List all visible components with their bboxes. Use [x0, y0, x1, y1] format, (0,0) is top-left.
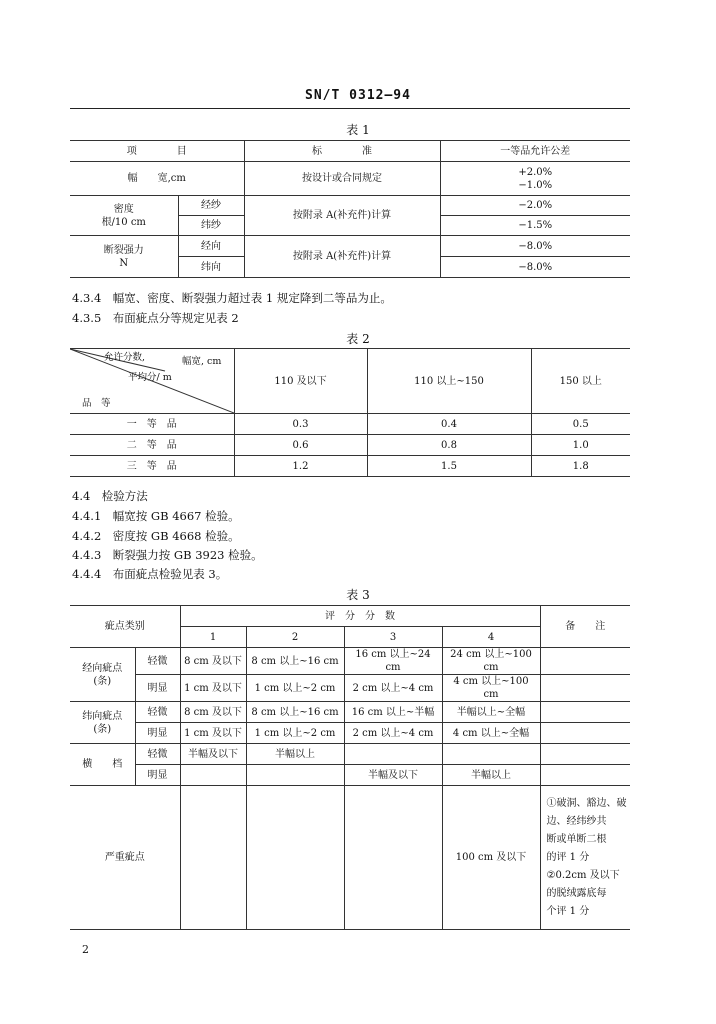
para-4-4-1: 4.4.1 幅宽按 GB 4667 检验。 [72, 509, 240, 523]
table-cell [540, 723, 630, 744]
para-4-3-5: 4.3.5 布面疵点分等规定见表 2 [72, 311, 239, 325]
density-weft: 纬纱 [178, 216, 244, 236]
table-cell: 24 cm 以上~100 cm [442, 648, 540, 675]
table-cell: 8 cm 及以下 [180, 702, 246, 723]
table-cell: 1.2 [234, 456, 367, 477]
table1 [70, 140, 630, 278]
table-cell: 1 cm 及以下 [180, 723, 246, 744]
table-cell [246, 765, 344, 786]
table-cell [180, 765, 246, 786]
warp-defect-label: 经向疵点 (条) [70, 648, 135, 702]
weft-defect-label: 纬向疵点 (条) [70, 702, 135, 744]
score-4: 4 [442, 627, 540, 648]
table2-col-2: 110 以上~150 [367, 349, 531, 414]
table-cell: 0.8 [367, 435, 531, 456]
table-cell: 半幅以上~全幅 [442, 702, 540, 723]
table-cell: 16 cm 以上~半幅 [344, 702, 442, 723]
header-rule [70, 108, 630, 109]
table-cell: 1 cm 以上~2 cm [246, 675, 344, 702]
table-cell: 8 cm 及以下 [180, 648, 246, 675]
diag-grade-label: 品 等 [82, 398, 111, 409]
strength-standard: 按附录 A(补充件)计算 [244, 236, 440, 278]
h-category: 疵点类别 [70, 606, 180, 648]
density-warp: 经纱 [178, 196, 244, 216]
diag-allow-label: 允许分数, [104, 352, 146, 363]
severe-defect-label: 严重疵点 [70, 786, 180, 930]
table-cell: 1.0 [531, 435, 630, 456]
table-cell: 4 cm 以上~全幅 [442, 723, 540, 744]
h-note: 备 注 [540, 606, 630, 648]
light-label: 轻微 [135, 648, 180, 675]
table-cell [540, 675, 630, 702]
score-2: 2 [246, 627, 344, 648]
table-cell: 0.5 [531, 414, 630, 435]
table-cell: 半幅以上 [246, 744, 344, 765]
table1-caption: 表 1 [346, 123, 370, 137]
table3 [70, 605, 630, 930]
strength-weft-tol: −8.0% [440, 257, 630, 278]
table1-head-tolerance: 一等品允许公差 [440, 141, 630, 162]
table-cell: 8 cm 以上~16 cm [246, 702, 344, 723]
table-cell: 2 cm 以上~4 cm [344, 723, 442, 744]
table-cell [442, 744, 540, 765]
width-standard: 按设计或合同规定 [244, 162, 440, 196]
strength-weft: 纬向 [178, 257, 244, 278]
table-cell: 0.4 [367, 414, 531, 435]
page-number: 2 [82, 943, 89, 956]
table1-head-standard: 标 准 [244, 141, 440, 162]
grade-2: 二 等 品 [70, 435, 234, 456]
density-label: 密度 根/10 cm [70, 196, 178, 236]
bar-defect-label: 横 档 [70, 744, 135, 786]
grade-3: 三 等 品 [70, 456, 234, 477]
table-cell: 1 cm 及以下 [180, 675, 246, 702]
table2-diagonal-header [70, 349, 234, 414]
table-cell [540, 702, 630, 723]
density-warp-tol: −2.0% [440, 196, 630, 216]
standard-code: SN/T 0312—94 [305, 88, 411, 103]
table-cell [540, 648, 630, 675]
para-4-4-3: 4.4.3 断裂强力按 GB 3923 检验。 [72, 548, 263, 562]
score-1: 1 [180, 627, 246, 648]
table-cell: 2 cm 以上~4 cm [344, 675, 442, 702]
light-label: 轻微 [135, 744, 180, 765]
para-4-3-4: 4.3.4 幅宽、密度、断裂强力超过表 1 规定降到二等品为止。 [72, 291, 392, 305]
table-cell: 0.3 [234, 414, 367, 435]
table-cell: 1 cm 以上~2 cm [246, 723, 344, 744]
width-tolerance: +2.0% −1.0% [440, 162, 630, 196]
table-cell: 半幅及以下 [180, 744, 246, 765]
table-cell [540, 765, 630, 786]
table2-col-1: 110 及以下 [234, 349, 367, 414]
table-cell: 半幅及以下 [344, 765, 442, 786]
table2-col-3: 150 以上 [531, 349, 630, 414]
table-cell: 1.8 [531, 456, 630, 477]
table-cell: 0.6 [234, 435, 367, 456]
table-cell [344, 744, 442, 765]
h-score: 评 分 分 数 [180, 606, 540, 627]
table-cell [246, 786, 344, 930]
table2 [70, 348, 630, 477]
table3-caption: 表 3 [346, 588, 370, 602]
table-cell: 8 cm 以上~16 cm [246, 648, 344, 675]
density-standard: 按附录 A(补充件)计算 [244, 196, 440, 236]
score-3: 3 [344, 627, 442, 648]
table2-caption: 表 2 [346, 332, 370, 346]
para-4-4-4: 4.4.4 布面疵点检验见表 3。 [72, 567, 228, 581]
table-cell [180, 786, 246, 930]
strength-label: 断裂强力 N [70, 236, 178, 278]
table1-head-item: 项 目 [70, 141, 244, 162]
obvious-label: 明显 [135, 765, 180, 786]
obvious-label: 明显 [135, 675, 180, 702]
severe-defect-note: ①破洞、豁边、破 边、经纬纱共 断或单断二根 的评 1 分 ②0.2cm 及以下 的脱绒露底每 个评 1 分 [540, 786, 630, 930]
density-weft-tol: −1.5% [440, 216, 630, 236]
light-label: 轻微 [135, 702, 180, 723]
grade-1: 一 等 品 [70, 414, 234, 435]
diag-width-label: 幅宽, cm [182, 356, 222, 367]
table-cell: 半幅以上 [442, 765, 540, 786]
para-4-4-2: 4.4.2 密度按 GB 4668 检验。 [72, 529, 240, 543]
width-label: 幅 宽,cm [70, 162, 244, 196]
diag-avg-label: 平均分/ m [128, 372, 172, 383]
strength-warp: 经向 [178, 236, 244, 257]
table-cell: 4 cm 以上~100 cm [442, 675, 540, 702]
table-cell [540, 744, 630, 765]
strength-warp-tol: −8.0% [440, 236, 630, 257]
table-cell: 1.5 [367, 456, 531, 477]
table-cell [344, 786, 442, 930]
obvious-label: 明显 [135, 723, 180, 744]
para-4-4: 4.4 检验方法 [72, 489, 148, 503]
severe-defect-value: 100 cm 及以下 [442, 786, 540, 930]
table-cell: 16 cm 以上~24 cm [344, 648, 442, 675]
